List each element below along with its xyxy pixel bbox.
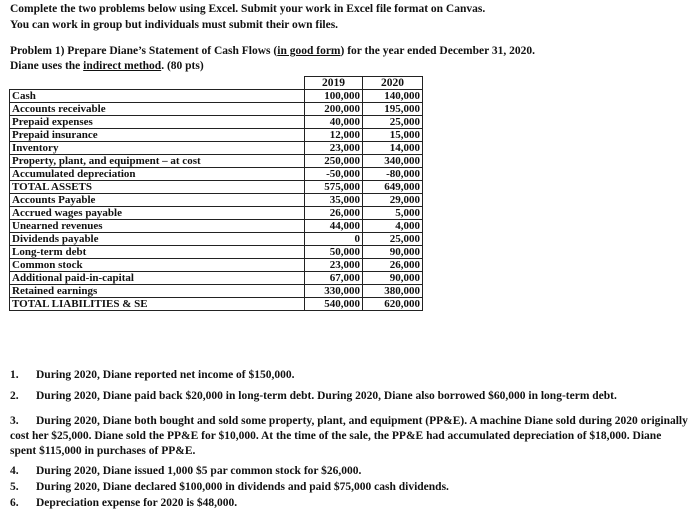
problem-text-a: Prepare Diane’s Statement of Cash Flows ( [64, 45, 278, 57]
table-row [10, 142, 423, 155]
note-item [10, 389, 690, 404]
header-2020: 2020 [363, 77, 423, 90]
table-row [10, 220, 423, 233]
note-item [10, 464, 690, 479]
value-2019: 50,000 [305, 246, 363, 259]
problem-heading [10, 45, 535, 57]
table-row [10, 298, 423, 311]
value-2020: 195,000 [363, 103, 423, 116]
note-number: 1. [10, 369, 19, 381]
value-2019: 23,000 [305, 259, 363, 272]
value-2020: 140,000 [363, 90, 423, 103]
value-2020: 15,000 [363, 129, 423, 142]
row-label: Additional paid-in-capital [10, 272, 305, 285]
note-text: During 2020, Diane paid back $20,000 in long-term debt. During 2020, Diane also borrowed $60,000 in long-term debt. [36, 390, 617, 402]
value-2019: 575,000 [305, 181, 363, 194]
value-2019: 40,000 [305, 116, 363, 129]
table-row [10, 233, 423, 246]
row-label: Inventory [10, 142, 305, 155]
row-label: Prepaid expenses [10, 116, 305, 129]
instructions-line-2: You can work in group but individuals must submit their own files. [10, 19, 339, 31]
value-2020: 340,000 [363, 155, 423, 168]
row-label: Long-term debt [10, 246, 305, 259]
note-number: 2. [10, 390, 19, 402]
table-row [10, 155, 423, 168]
note-number: 6. [10, 497, 19, 509]
note-item [10, 480, 690, 495]
row-label: Prepaid insurance [10, 129, 305, 142]
value-2019: 67,000 [305, 272, 363, 285]
value-2019: 23,000 [305, 142, 363, 155]
value-2020: 25,000 [363, 233, 423, 246]
instructions-line-1: Complete the two problems below using Excel. Submit your work in Excel file format on Canvas. [10, 3, 486, 15]
value-2020: 29,000 [363, 194, 423, 207]
table-row [10, 90, 423, 103]
table-row [10, 207, 423, 220]
value-2020: 90,000 [363, 246, 423, 259]
value-2020: -80,000 [363, 168, 423, 181]
note-text: During 2020, Diane issued 1,000 $5 par common stock for $26,000. [36, 465, 362, 477]
note-number: 3. [10, 415, 19, 427]
value-2020: 649,000 [363, 181, 423, 194]
note-item [10, 496, 690, 511]
value-2019: 44,000 [305, 220, 363, 233]
table-row [10, 103, 423, 116]
row-label: Unearned revenues [10, 220, 305, 233]
problem-text-underlined: in good form [277, 45, 341, 57]
note-item [10, 414, 690, 459]
problem-text-b: ) for the year ended December 31, 2020. [340, 45, 536, 57]
note-text: During 2020, Diane declared $100,000 in dividends and paid $75,000 cash dividends. [36, 481, 449, 493]
problem-method [10, 60, 204, 72]
table-row [10, 181, 423, 194]
value-2019: 100,000 [305, 90, 363, 103]
note-text: During 2020, Diane reported net income of $150,000. [36, 369, 295, 381]
value-2020: 25,000 [363, 116, 423, 129]
balance-sheet-table [9, 76, 423, 311]
row-label: Accrued wages payable [10, 207, 305, 220]
table-header-row [10, 77, 423, 90]
method-text-b: . (80 pts) [161, 60, 204, 72]
row-label: Accumulated depreciation [10, 168, 305, 181]
note-text: Depreciation expense for 2020 is $48,000. [36, 497, 238, 509]
table-row [10, 259, 423, 272]
problem-label: Problem 1) [10, 45, 65, 57]
value-2019: 0 [305, 233, 363, 246]
value-2019: 26,000 [305, 207, 363, 220]
table-row [10, 272, 423, 285]
value-2020: 90,000 [363, 272, 423, 285]
table-row [10, 129, 423, 142]
value-2019: 12,000 [305, 129, 363, 142]
value-2019: 35,000 [305, 194, 363, 207]
row-label: Dividends payable [10, 233, 305, 246]
row-label: Accounts Payable [10, 194, 305, 207]
row-label: Accounts receivable [10, 103, 305, 116]
value-2019: 540,000 [305, 298, 363, 311]
table-row [10, 194, 423, 207]
table-row [10, 285, 423, 298]
value-2019: 200,000 [305, 103, 363, 116]
value-2020: 14,000 [363, 142, 423, 155]
method-underlined: indirect method [83, 60, 162, 72]
value-2020: 380,000 [363, 285, 423, 298]
row-label: TOTAL ASSETS [10, 181, 305, 194]
value-2020: 620,000 [363, 298, 423, 311]
note-text: During 2020, Diane both bought and sold some property, plant, and equipment (PP&E). A machine Diane sold during 2020 originally cost her $25,000. Diane sold the PP&E for $10,000. At the time of the sale, the PP&E had accumulated depreciation of $18,000. Diane spent $115,000 in purchases of PP&E. [10, 415, 688, 457]
row-label: Common stock [10, 259, 305, 272]
table-row [10, 116, 423, 129]
row-label: Retained earnings [10, 285, 305, 298]
note-item [10, 368, 690, 383]
row-label: Cash [10, 90, 305, 103]
table-row [10, 246, 423, 259]
header-2019: 2019 [305, 77, 363, 90]
note-number: 4. [10, 465, 19, 477]
row-label: TOTAL LIABILITIES & SE [10, 298, 305, 311]
header-blank [10, 77, 305, 90]
value-2020: 26,000 [363, 259, 423, 272]
method-text-a: Diane uses the [10, 60, 84, 72]
row-label: Property, plant, and equipment – at cost [10, 155, 305, 168]
value-2019: -50,000 [305, 168, 363, 181]
value-2020: 5,000 [363, 207, 423, 220]
table-row [10, 168, 423, 181]
value-2019: 330,000 [305, 285, 363, 298]
note-number: 5. [10, 481, 19, 493]
value-2019: 250,000 [305, 155, 363, 168]
value-2020: 4,000 [363, 220, 423, 233]
